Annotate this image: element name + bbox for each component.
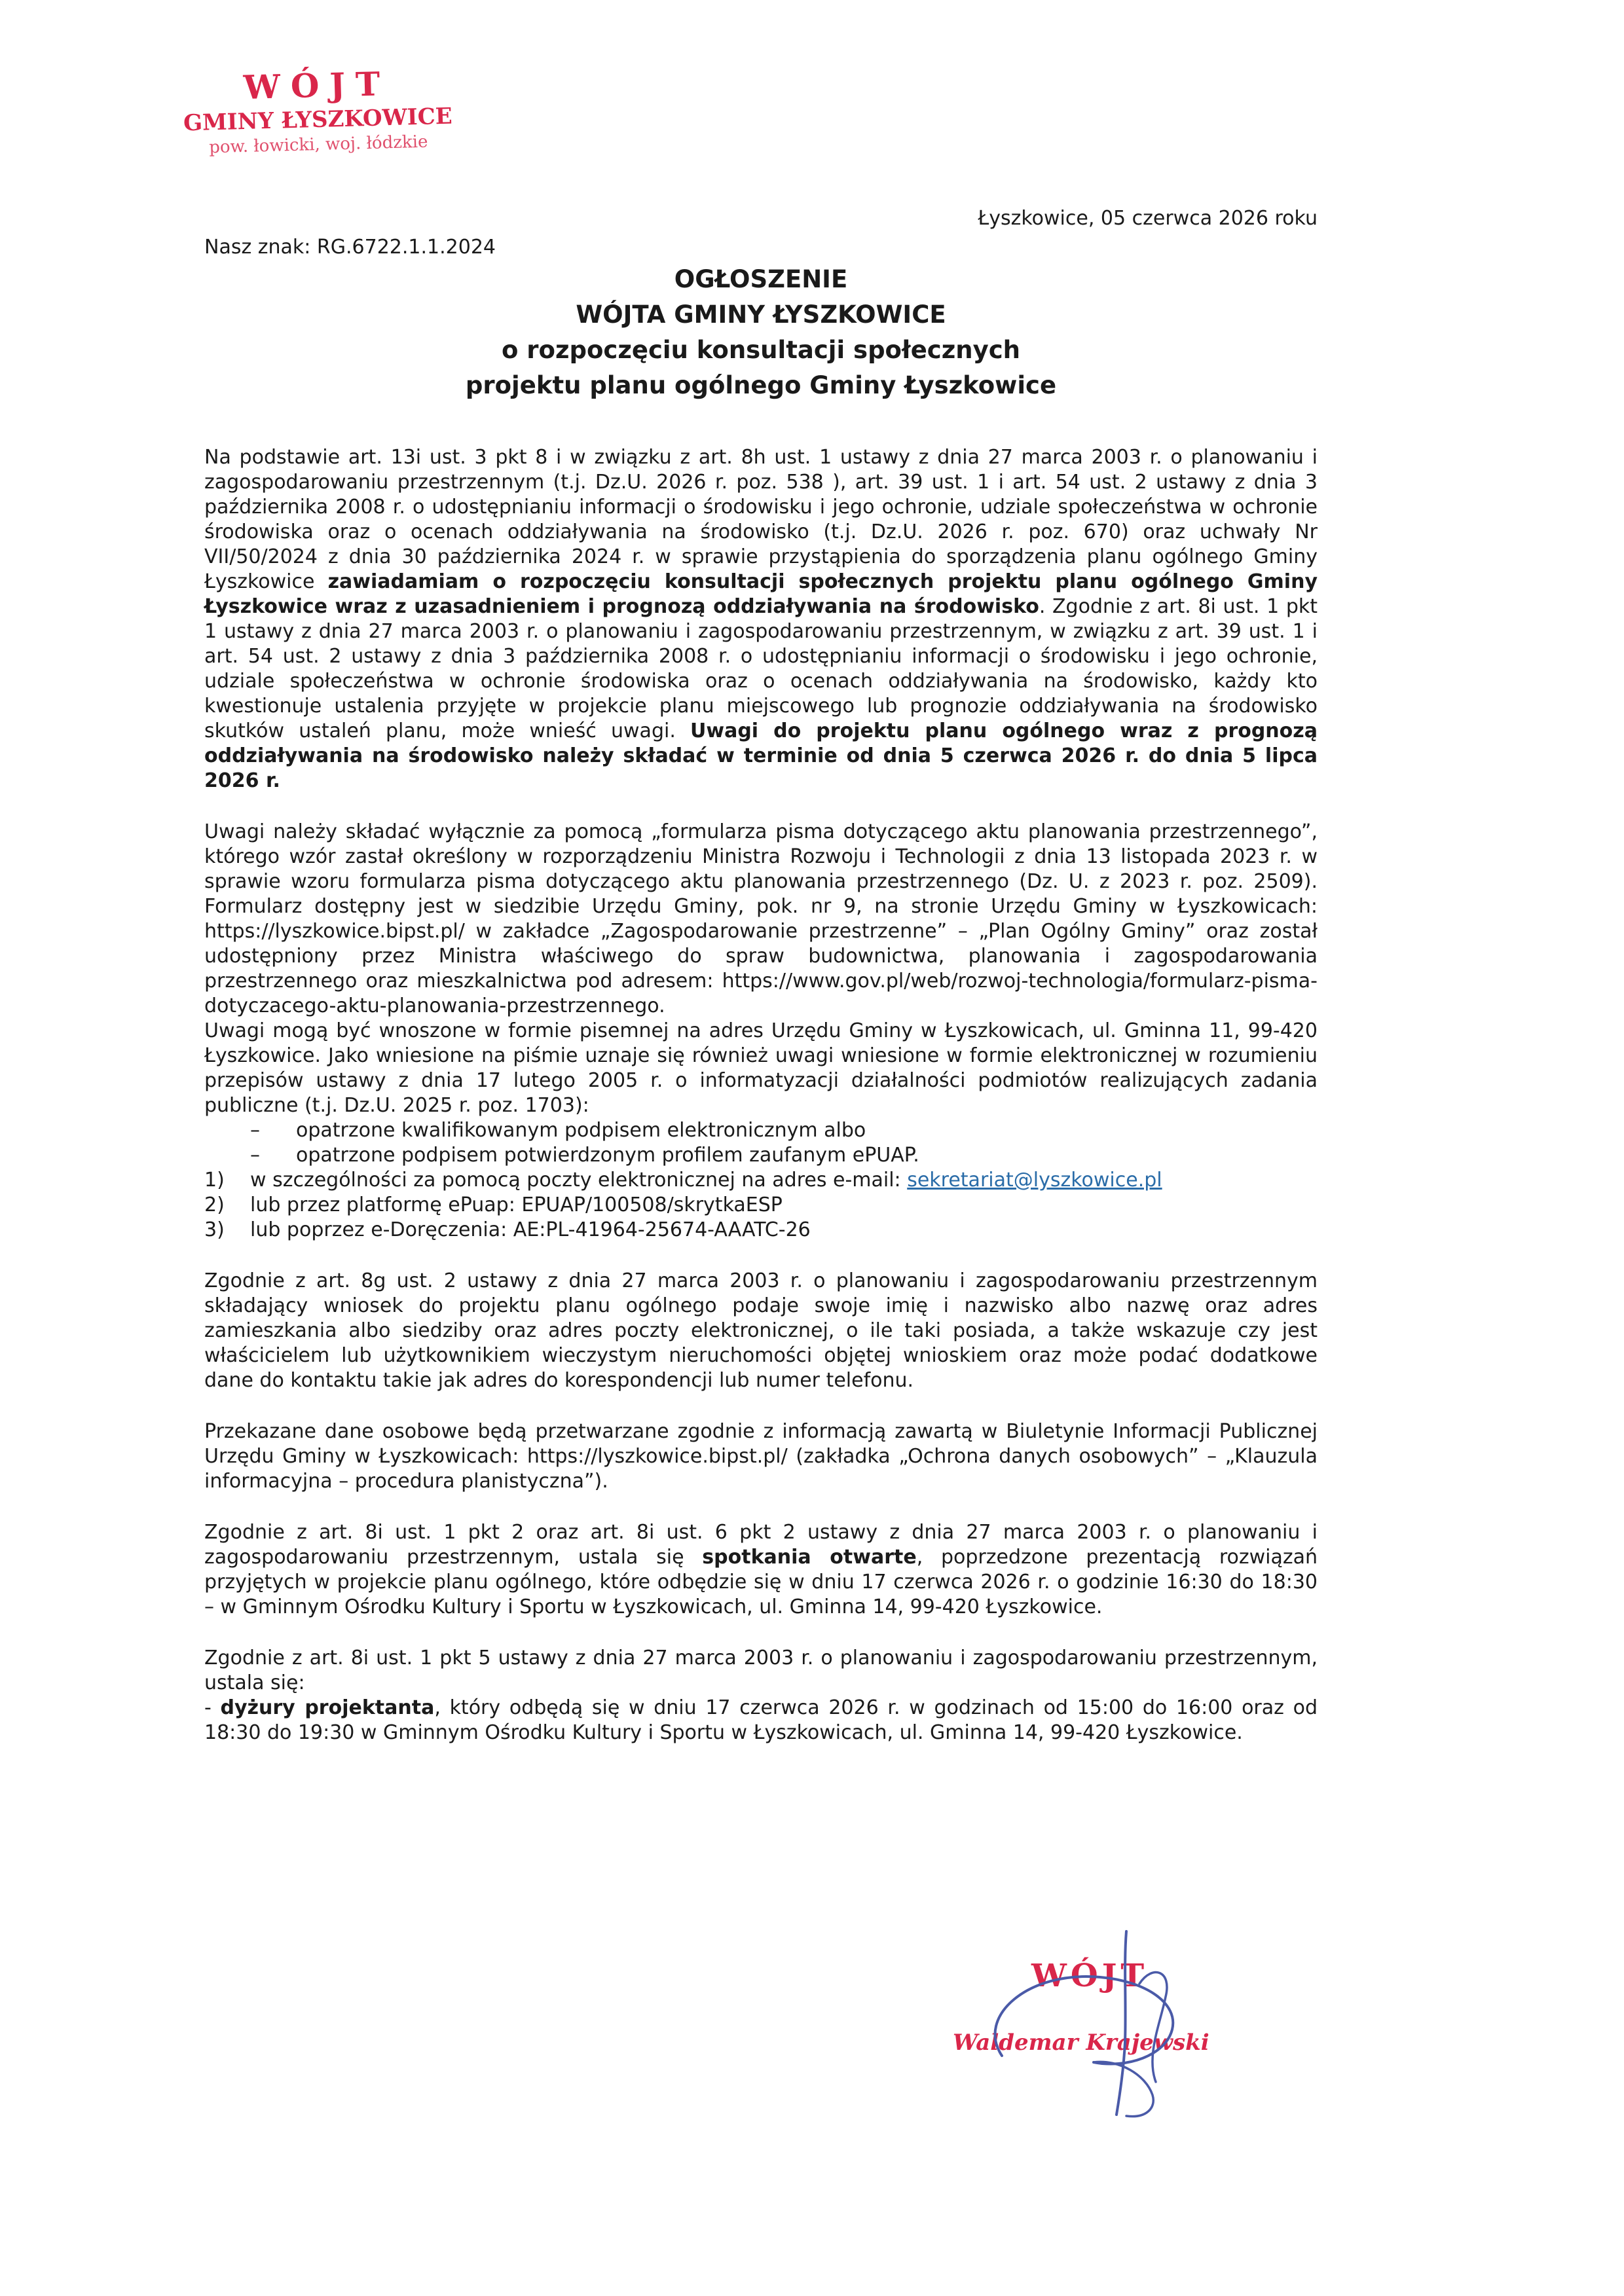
signature-block (930, 1925, 1297, 2121)
place-date: Łyszkowice, 05 czerwca 2026 roku (978, 207, 1318, 230)
paragraph-legal-basis: Na podstawie art. 13i ust. 3 pkt 8 i w związku z art. 8h ust. 1 ustawy z dnia 27 marca 2003 r. o planowaniu i zagospodarowaniu przestrzennym (t.j. Dz.U. 2026 r. poz. 538 ), art. 39 ust. 1 i art. 54 ust. 2 ustawy z dnia 3 października 2008 r. o udostępnianiu informacji o środowisku i jego ochronie, udziale społeczeństwa w ochronie środowiska oraz o ocenach oddziaływania na środowisko (t.j. Dz.U. 2026 r. poz. 670) oraz uchwały Nr VII/50/2024 z dnia 30 października 2024 r. w sprawie przystąpienia do sporządzenia planu ogólnego Gminy Łyszkowice zawiadamiam o rozpoczęciu konsultacji społecznych projektu planu ogólnego Gminy Łyszkowice wraz z uzasadnieniem i prognozą oddziaływania na środowisko. Zgodnie z art. 8i ust. 1 pkt 1 ustawy z dnia 27 marca 2003 r. o planowaniu i zagospodarowaniu przestrzennym, w związku z art. 39 ust. 1 i art. 54 ust. 2 ustawy z dnia 3 października 2008 r. o udostępnianiu informacji o środowisku i jego ochronie, udziale społeczeństwa w ochronie środowiska oraz o ocenach oddziaływania na środowisko, każdy kto kwestionuje ustalenia przyjęte w projekcie planu miejscowego lub prognozie oddziaływania na środowisko skutków ustaleń planu, może wnieść uwagi. Uwagi do projektu planu ogólnego wraz z prognozą oddziaływania na środowisko należy składać w terminie od dnia 5 czerwca 2026 r. do dnia 5 lipca 2026 r. (204, 446, 1318, 792)
title-line-2: WÓJTA GMINY ŁYSZKOWICE (576, 301, 946, 329)
signature-stamp-title: WÓJT (1031, 1958, 1149, 1994)
title-line-3: o rozpoczęciu konsultacji społecznych (501, 336, 1020, 364)
paragraph-open-meeting: Zgodnie z art. 8i ust. 1 pkt 2 oraz art. 8i ust. 6 pkt 2 ustawy z dnia 27 marca 2003 r. o planowaniu i zagospodarowaniu przestrzennym, ustala się spotkania otwarte, poprzedzone prezentacją rozwiązań przyjętych w projekcie planu ogólnego, które odbędzie się w dniu 17 czerwca 2026 r. o godzinie 16:30 do 18:30 – w Gminnym Ośrodku Kultury i Sportu w Łyszkowicach, ul. Gminna 14, 99-420 Łyszkowice. (204, 1521, 1318, 1618)
paragraph-form: Uwagi należy składać wyłącznie za pomocą „formularza pisma dotyczącego aktu planowania przestrzennego”, którego wzór zastał określony w rozporządzeniu Ministra Rozwoju i Technologii z dnia 13 listopada 2023 r. w sprawie wzoru formularza pisma dotyczącego aktu planowania przestrzennego (Dz. U. z 2023 r. poz. 2509). Formularz dostępny jest w siedzibie Urzędu Gminy, pok. nr 9, na stronie Urzędu Gminy w Łyszkowicach: https://lyszkowice.bipst.pl/ w zakładce „Zagospodarowanie przestrzenne” – „Plan Ogólny Gminy” oraz został udostępniony przez Ministra właściwego do spraw budownictwa, planowania i zagospodarowania przestrzennego oraz mieszkalnictwa pod adresem: https://www.gov.pl/web/rozwoj-technologia/formularz-pisma-dotyczacego-aktu-planowania-przestrzennego. (204, 820, 1318, 1017)
paragraph-applicant-data: Zgodnie z art. 8g ust. 2 ustawy z dnia 27 marca 2003 r. o planowaniu i zagospodarowaniu przestrzennym składający wniosek do projektu planu ogólnego podaje swoje imię i nazwisko albo nazwę oraz adres zamieszkania albo siedziby oraz adres poczty elektronicznej, o ile taki posiada, a także wskazuje czy jest właścicielem lub użytkownikiem wieczystym nieruchomości objętej wnioskiem oraz może podać dodatkowe dane do kontaktu takie jak adres do korespondencji lub numer telefonu. (204, 1269, 1318, 1392)
paragraph-designer-duty: Zgodnie z art. 8i ust. 1 pkt 5 ustawy z dnia 27 marca 2003 r. o planowaniu i zagospodarowaniu przestrzennym, ustala się: - dyżury projektanta, który odbędą się w dniu 17 czerwca 2026 r. w godzinach od 15:00 do 16:00 oraz od 18:30 do 19:30 w Gminnym Ośrodku Kultury i Sportu w Łyszkowicach, ul. Gminna 14, 99-420 Łyszkowice. (204, 1647, 1318, 1744)
list-item: 2) lub przez platformę ePuap: EPUAP/100508/skrytkaESP (204, 1194, 783, 1216)
email-link[interactable]: sekretariat@lyszkowice.pl (907, 1169, 1162, 1192)
signature-stamp-name: Waldemar Krajewski (953, 2030, 1209, 2056)
document-title (204, 262, 1318, 403)
stamp-title: WÓJT (242, 64, 392, 107)
handwritten-signature (930, 1925, 1297, 2121)
list-item: 3) lub poprzez e-Doręczenia: AE:PL-41964-25674-AAATC-26 (204, 1218, 811, 1241)
list-item: – opatrzone podpisem potwierdzonym profilem zaufanym ePUAP. (250, 1144, 919, 1167)
header-stamp (162, 62, 472, 160)
stamp-municipality: GMINY ŁYSZKOWICE (183, 103, 453, 137)
paragraph-submission: Uwagi mogą być wnoszone w formie pisemnej na adres Urzędu Gminy w Łyszkowicach, ul. Gminna 11, 99-420 Łyszkowice. Jako wniesione na piśmie uznaje się również uwagi wniesione w formie elektronicznej w rozumieniu przepisów ustawy z dnia 17 lutego 2005 r. o informatyzacji działalności podmiotów realizujących zadania publiczne (t.j. Dz.U. 2025 r. poz. 1703): (204, 1019, 1318, 1117)
paragraph-personal-data: Przekazane dane osobowe będą przetwarzane zgodnie z informacją zawartą w Biuletynie Informacji Publicznej Urzędu Gminy w Łyszkowicach: https://lyszkowice.bipst.pl/ (zakładka „Ochrona danych osobowych” – „Klauzula informacyjna – procedura planistyczna”). (204, 1420, 1318, 1493)
list-item: – opatrzone kwalifikowanym podpisem elektronicznym albo (250, 1119, 866, 1142)
title-line-1: OGŁOSZENIE (674, 265, 848, 293)
document-body (204, 445, 1318, 1745)
reference-number: Nasz znak: RG.6722.1.1.2024 (204, 236, 496, 259)
stamp-region: pow. łowicki, woj. łódzkie (208, 132, 428, 158)
title-line-4: projektu planu ogólnego Gminy Łyszkowice (465, 371, 1057, 399)
list-item: 1) w szczególności za pomocą poczty elektronicznej na adres e-mail: sekretariat@lyszkowice.pl (204, 1169, 1162, 1192)
